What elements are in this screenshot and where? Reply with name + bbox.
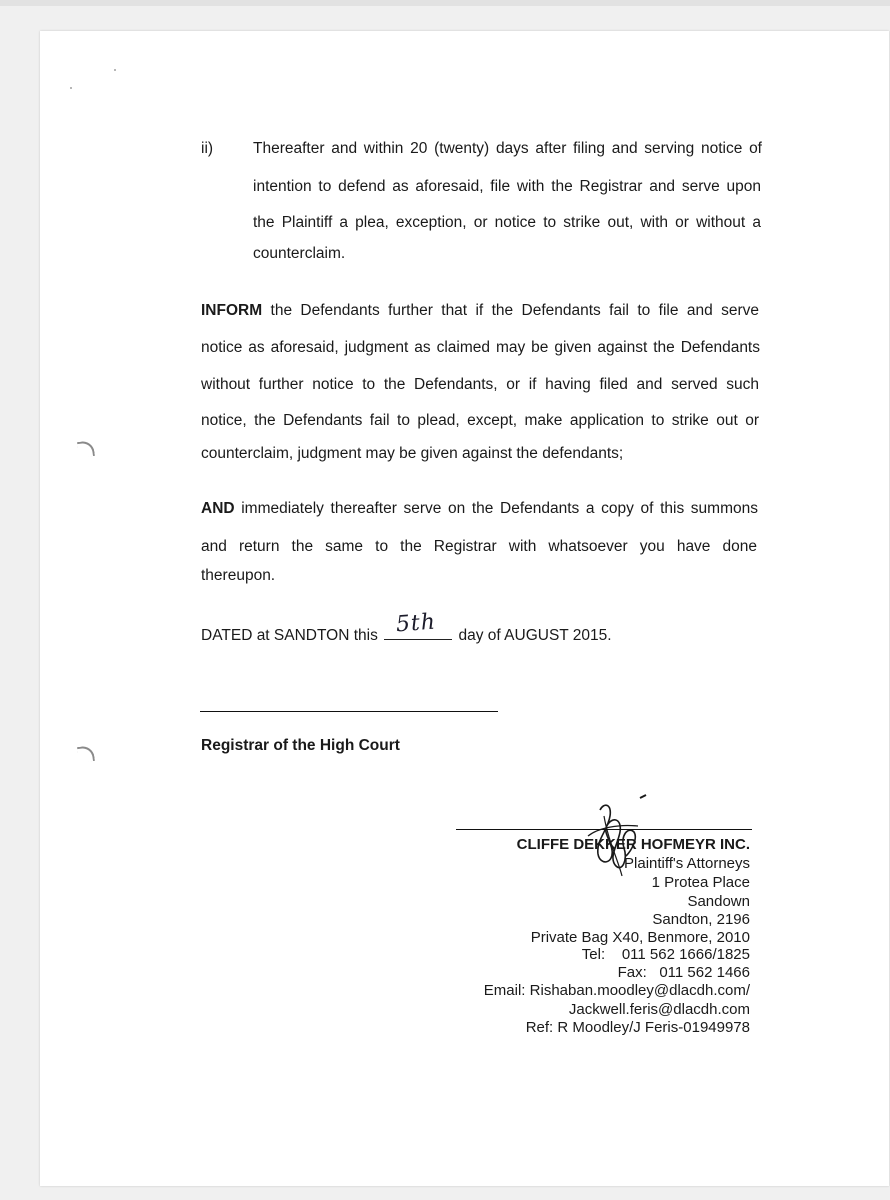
and-line: and return the same to the Registrar with whatsoever you have done	[201, 538, 757, 555]
registrar-label: Registrar of the High Court	[201, 737, 400, 754]
firm-address-line: Sandown	[687, 893, 750, 910]
fax-number: 011 562 1466	[659, 964, 750, 981]
email-address-1: Rishaban.moodley@dlacdh.com/	[529, 982, 750, 999]
inform-line1-text: the Defendants further that if the Defendants fail to file and serve	[270, 302, 759, 319]
top-bar	[0, 0, 890, 6]
punch-hole-mark	[77, 745, 95, 763]
registrar-signature-line	[200, 711, 498, 712]
document-page	[40, 31, 889, 1186]
tel-label: Tel:	[581, 946, 606, 963]
dated-prefix: DATED at SANDTON this	[201, 627, 378, 644]
firm-fax	[618, 964, 750, 982]
inform-lead: INFORM	[201, 302, 263, 319]
firm-address-line: 1 Protea Place	[651, 874, 750, 891]
handwritten-day: 5th	[395, 609, 437, 638]
and-line: thereupon.	[201, 567, 276, 584]
punch-hole-mark	[77, 440, 95, 458]
firm-tel	[582, 946, 750, 964]
tel-number: 011 562 1666/1825	[621, 946, 750, 963]
and-line1-text: immediately thereafter serve on the Defendants a copy of this summons	[241, 500, 758, 517]
inform-line: counterclaim, judgment may be given against the defendants;	[201, 445, 624, 462]
firm-email	[484, 982, 750, 1000]
email-label: Email:	[483, 982, 526, 999]
firm-signature-line	[456, 829, 752, 830]
item-ii-line: counterclaim.	[253, 245, 346, 262]
firm-role: Plaintiff's Attorneys	[624, 855, 750, 872]
dated-suffix: day of AUGUST 2015.	[458, 627, 612, 644]
item-ii-line: Thereafter and within 20 (twenty) days after filing and serving notice of	[253, 140, 762, 157]
firm-ref: Ref: R Moodley/J Feris-01949978	[525, 1019, 750, 1036]
item-ii-line: intention to defend as aforesaid, file with the Registrar and serve upon	[253, 178, 761, 195]
inform-line	[201, 302, 759, 320]
firm-name: CLIFFE DEKKER HOFMEYR INC.	[516, 836, 750, 853]
scan-speck	[70, 87, 72, 89]
and-lead: AND	[201, 500, 235, 517]
and-line	[201, 500, 758, 518]
firm-address-line: Private Bag X40, Benmore, 2010	[530, 929, 750, 946]
scan-speck	[114, 69, 116, 71]
inform-line: notice as aforesaid, judgment as claimed may be given against the Defendants	[201, 339, 760, 356]
firm-address-line: Sandton, 2196	[652, 911, 750, 928]
date-blank	[384, 609, 452, 640]
fax-label: Fax:	[617, 964, 647, 981]
item-ii-line: the Plaintiff a plea, exception, or notice to strike out, with or without a	[253, 214, 761, 231]
inform-line: without further notice to the Defendants, or if having filed and served such	[201, 376, 759, 393]
inform-line: notice, the Defendants fail to plead, except, make application to strike out or	[201, 412, 759, 429]
item-marker: ii)	[201, 140, 214, 157]
firm-email-2: Jackwell.feris@dlacdh.com	[568, 1001, 750, 1018]
dated-line	[201, 609, 612, 645]
